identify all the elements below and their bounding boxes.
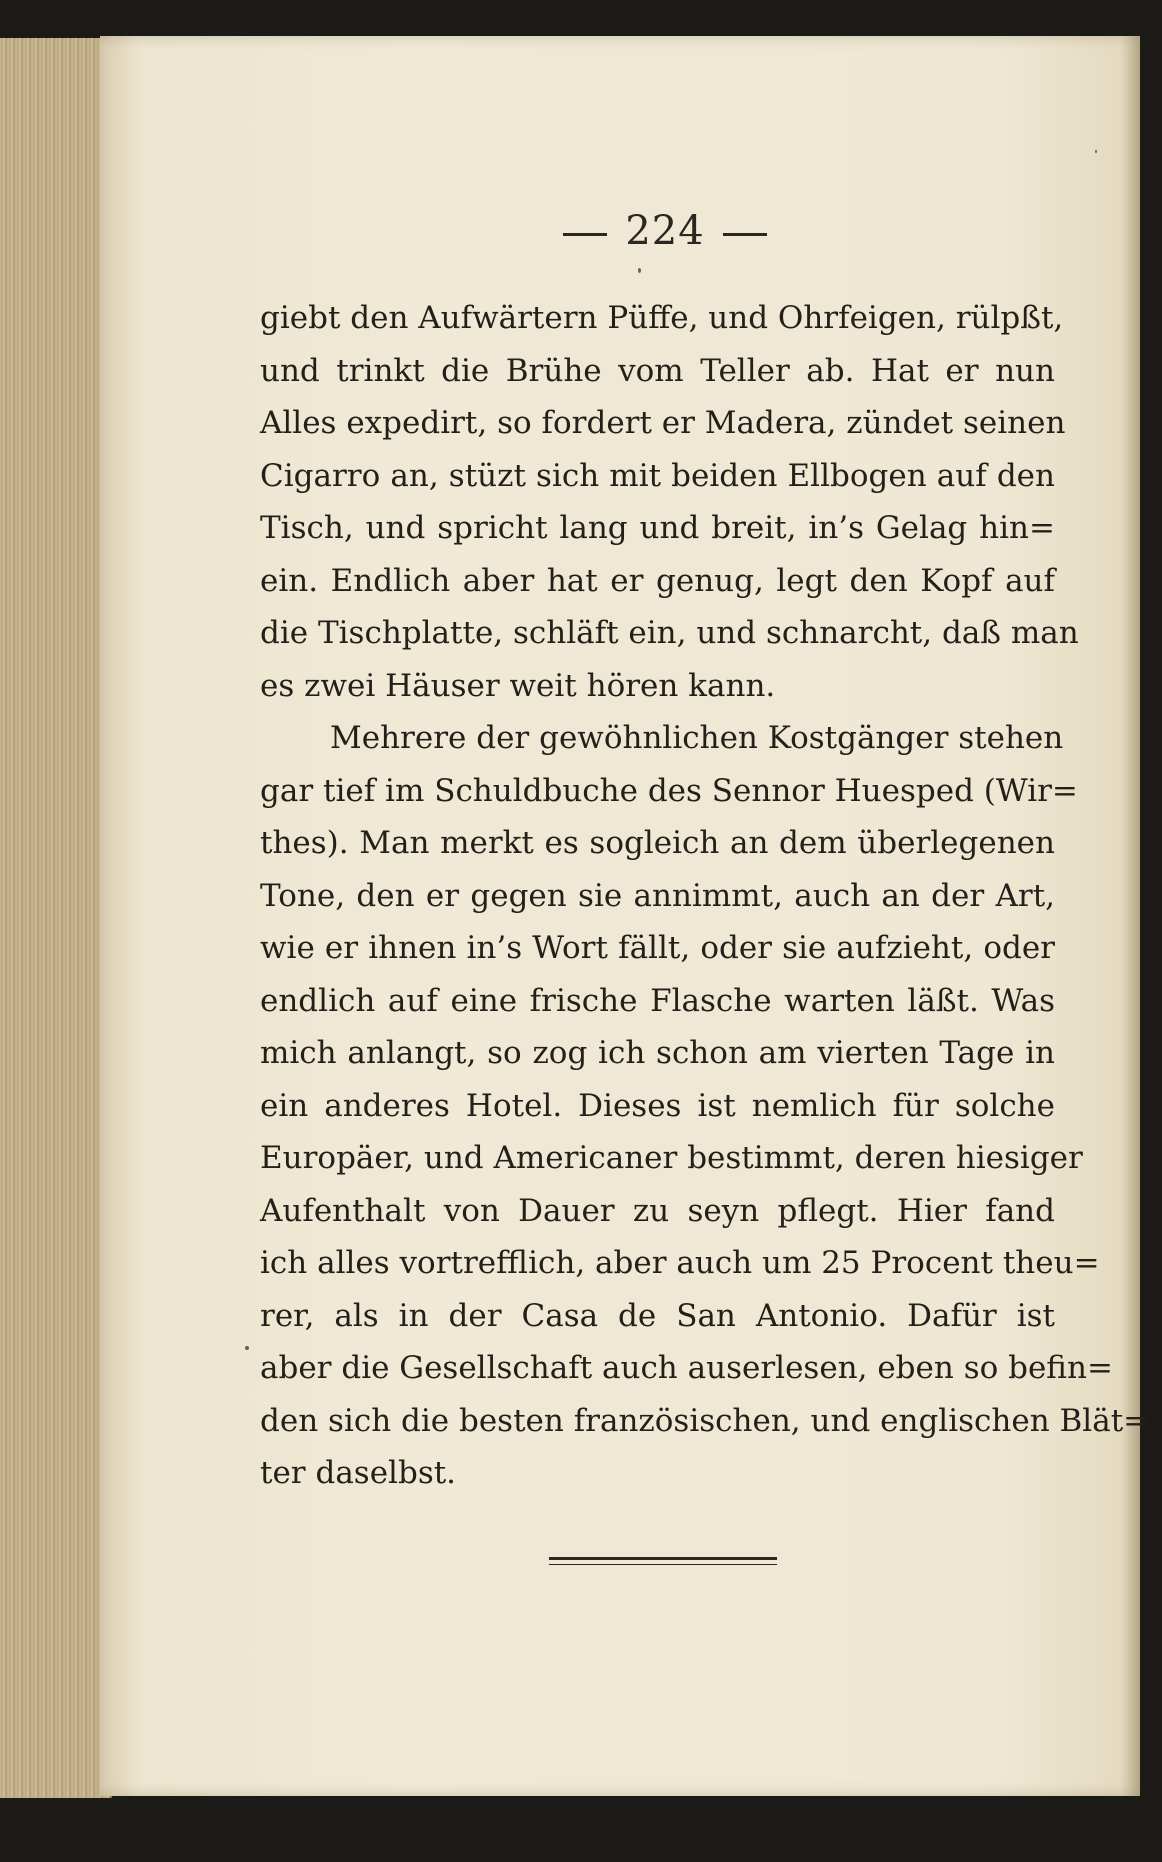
book-page-edges bbox=[0, 38, 112, 1798]
text-line: mich anlangt, so zog ich schon am vierten Tage in bbox=[260, 1035, 1055, 1071]
text-line: Cigarro an, stüzt sich mit beiden Ellbogen auf den bbox=[260, 457, 1055, 494]
text-line: Aufenthalt von Dauer zu seyn pflegt. Hier fand bbox=[260, 1192, 1055, 1229]
text-line: Alles expedirt, so fordert er Madera, zündet seinen bbox=[260, 405, 1066, 441]
text-line: den sich die besten französischen, und englischen Blät= bbox=[260, 1402, 1150, 1439]
page-number-right-dash bbox=[723, 233, 767, 236]
page-number bbox=[540, 208, 790, 254]
body-text bbox=[260, 292, 1150, 1500]
text-line: ein. Endlich aber hat er genug, legt den Kopf auf bbox=[260, 562, 1055, 599]
paper-speck bbox=[245, 1346, 249, 1350]
text-line: Tone, den er gegen sie annimmt, auch an der Art, bbox=[260, 877, 1055, 914]
text-line: aber die Gesellschaft auch auserlesen, eben so befin= bbox=[260, 1350, 1113, 1386]
paragraph-start-line: Mehrere der gewöhnlichen Kostgänger stehen bbox=[330, 720, 1064, 756]
text-line: giebt den Aufwärtern Püffe, und Ohrfeigen, rülpßt, bbox=[260, 300, 1064, 336]
page-number-value: 224 bbox=[625, 208, 705, 254]
text-line: endlich auf eine frische Flasche warten läßt. Was bbox=[260, 982, 1055, 1019]
paragraph-end-line: ter daselbst. bbox=[260, 1455, 457, 1491]
paragraph-end-line: es zwei Häuser weit hören kann. bbox=[260, 667, 776, 704]
text-line: Tisch, und spricht lang und breit, in’s Gelag hin= bbox=[260, 510, 1055, 546]
text-line: die Tischplatte, schläft ein, und schnarcht, daß man bbox=[260, 615, 1079, 651]
page-number-left-dash bbox=[563, 233, 607, 236]
text-line: ich alles vortrefflich, aber auch um 25 Procent theu= bbox=[260, 1245, 1100, 1281]
text-line: ein anderes Hotel. Dieses ist nemlich für solche bbox=[260, 1087, 1055, 1124]
text-line: und trinkt die Brühe vom Teller ab. Hat er nun bbox=[260, 352, 1055, 389]
paper-speck bbox=[638, 268, 641, 273]
text-line: wie er ihnen in’s Wort fällt, oder sie aufzieht, oder bbox=[260, 930, 1055, 966]
text-line: Europäer, und Americaner bestimmt, deren hiesiger bbox=[260, 1140, 1083, 1176]
section-end-rule bbox=[549, 1557, 777, 1565]
text-line: rer, als in der Casa de San Antonio. Dafür ist bbox=[260, 1297, 1055, 1334]
text-line: gar tief im Schuldbuche des Sennor Huesped (Wir= bbox=[260, 772, 1078, 809]
paper-speck bbox=[1095, 150, 1097, 153]
text-line: thes). Man merkt es sogleich an dem überlegenen bbox=[260, 825, 1055, 861]
